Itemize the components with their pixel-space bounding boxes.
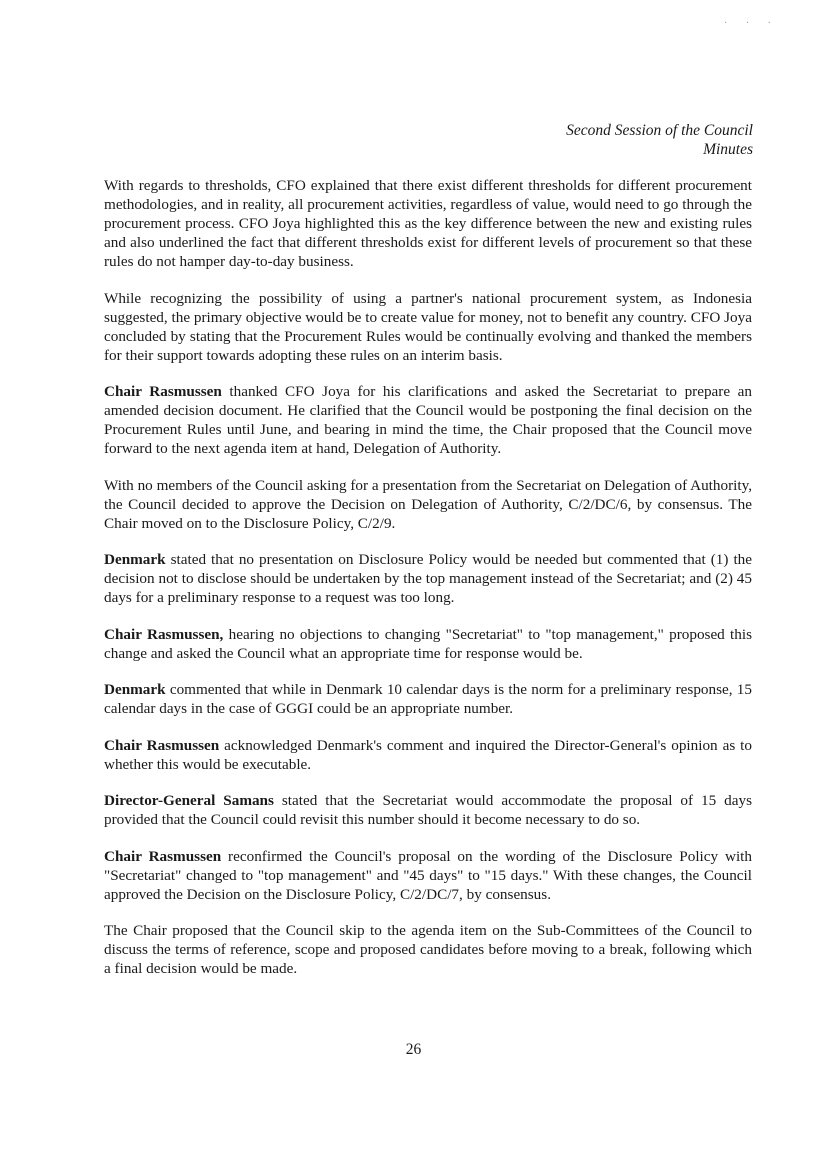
speaker-name: Denmark [104,551,166,568]
page-number: 26 [405,1041,422,1058]
paragraph-10 [104,847,752,904]
speaker-name: Director-General Samans [104,792,274,809]
speaker-name: Denmark [104,681,166,698]
paragraph-7 [104,680,752,718]
paragraph-text: With no members of the Council asking for a presentation from the Secretariat on Delegation of Authority, the Council decided to approve the Decision on Delegation of Authority, C/2/DC/6, by consensus. The Chair moved on to the Disclosure Policy, C/2/9. [104,476,752,532]
paragraph-11 [104,921,752,978]
header-minutes-label: Minutes [703,141,753,158]
paragraph-text: stated that no presentation on Disclosure Policy would be needed but commented that (1) the decision not to disclose should be undertaken by the top management instead of the Secretariat; and (2) 45 days for a preliminary response to a request was too long. [104,551,752,606]
paragraph-text: stated that the Secretariat would accommodate the proposal of 15 days provided that the Council could revisit this number should it become necessary to do so. [104,792,752,828]
paragraph-4 [104,476,752,533]
running-header [566,121,753,159]
speaker-name: Chair Rasmussen, [104,625,224,643]
paragraph-text: thanked CFO Joya for his clarifications and asked the Secretariat to prepare an amended decision document. He clarified that the Council would be postponing the final decision on the Procurement Rules until June, and bearing in mind the time, the Chair proposed that the Council move forward to the next agenda item at hand, Delegation of Authority. [104,383,752,457]
paragraph-text: With regards to thresholds, CFO explained that there exist different thresholds for different procurement methodologies, and in reality, all procurement activities, regardless of value, would need to go through the procurement process. CFO Joya highlighted this as the key difference between the new and existing rules and also underlined the fact that different thresholds exist for different levels of procurement so that these rules do not hamper day-to-day business. [104,177,752,270]
paragraph-2 [104,289,752,365]
paragraph-3 [104,382,752,458]
paragraph-6 [104,625,752,663]
paragraph-1 [104,176,752,271]
header-session-title: Second Session of the Council [566,122,753,139]
scan-specks: · · · [724,18,779,29]
minutes-body [104,176,752,996]
paragraph-text: hearing no objections to changing "Secretariat" to "top management," proposed this change and asked the Council what an appropriate time for response would be. [104,625,753,662]
speaker-name: Chair Rasmussen [104,383,222,400]
paragraph-text: The Chair proposed that the Council skip to the agenda item on the Sub-Committees of the Council to discuss the terms of reference, scope and proposed candidates before moving to a break, following which a final decision would be made. [104,922,752,977]
paragraph-text: reconfirmed the Council's proposal on the wording of the Disclosure Policy with "Secretariat" changed to "top management" and "45 days" to "15 days." With these changes, the Council approved the Decision on the Disclosure Policy, C/2/DC/7, by consensus. [104,847,752,903]
paragraph-9 [104,791,752,829]
speaker-name: Chair Rasmussen [104,736,220,754]
speaker-name: Chair Rasmussen [104,847,222,865]
paragraph-text: While recognizing the possibility of using a partner's national procurement system, as Indonesia suggested, the primary objective would be to create value for money, not to benefit any country. CFO Joya concluded by stating that the Procurement Rules would be continually evolving and thanked the members for their support towards adopting these rules on an interim basis. [104,289,752,364]
paragraph-8 [104,736,752,774]
paragraph-text: acknowledged Denmark's comment and inquired the Director-General's opinion as to whether this would be executable. [104,736,752,773]
paragraph-text: commented that while in Denmark 10 calendar days is the norm for a preliminary response, 15 calendar days in the case of GGGI could be an appropriate number. [104,681,752,717]
paragraph-5 [104,550,752,607]
